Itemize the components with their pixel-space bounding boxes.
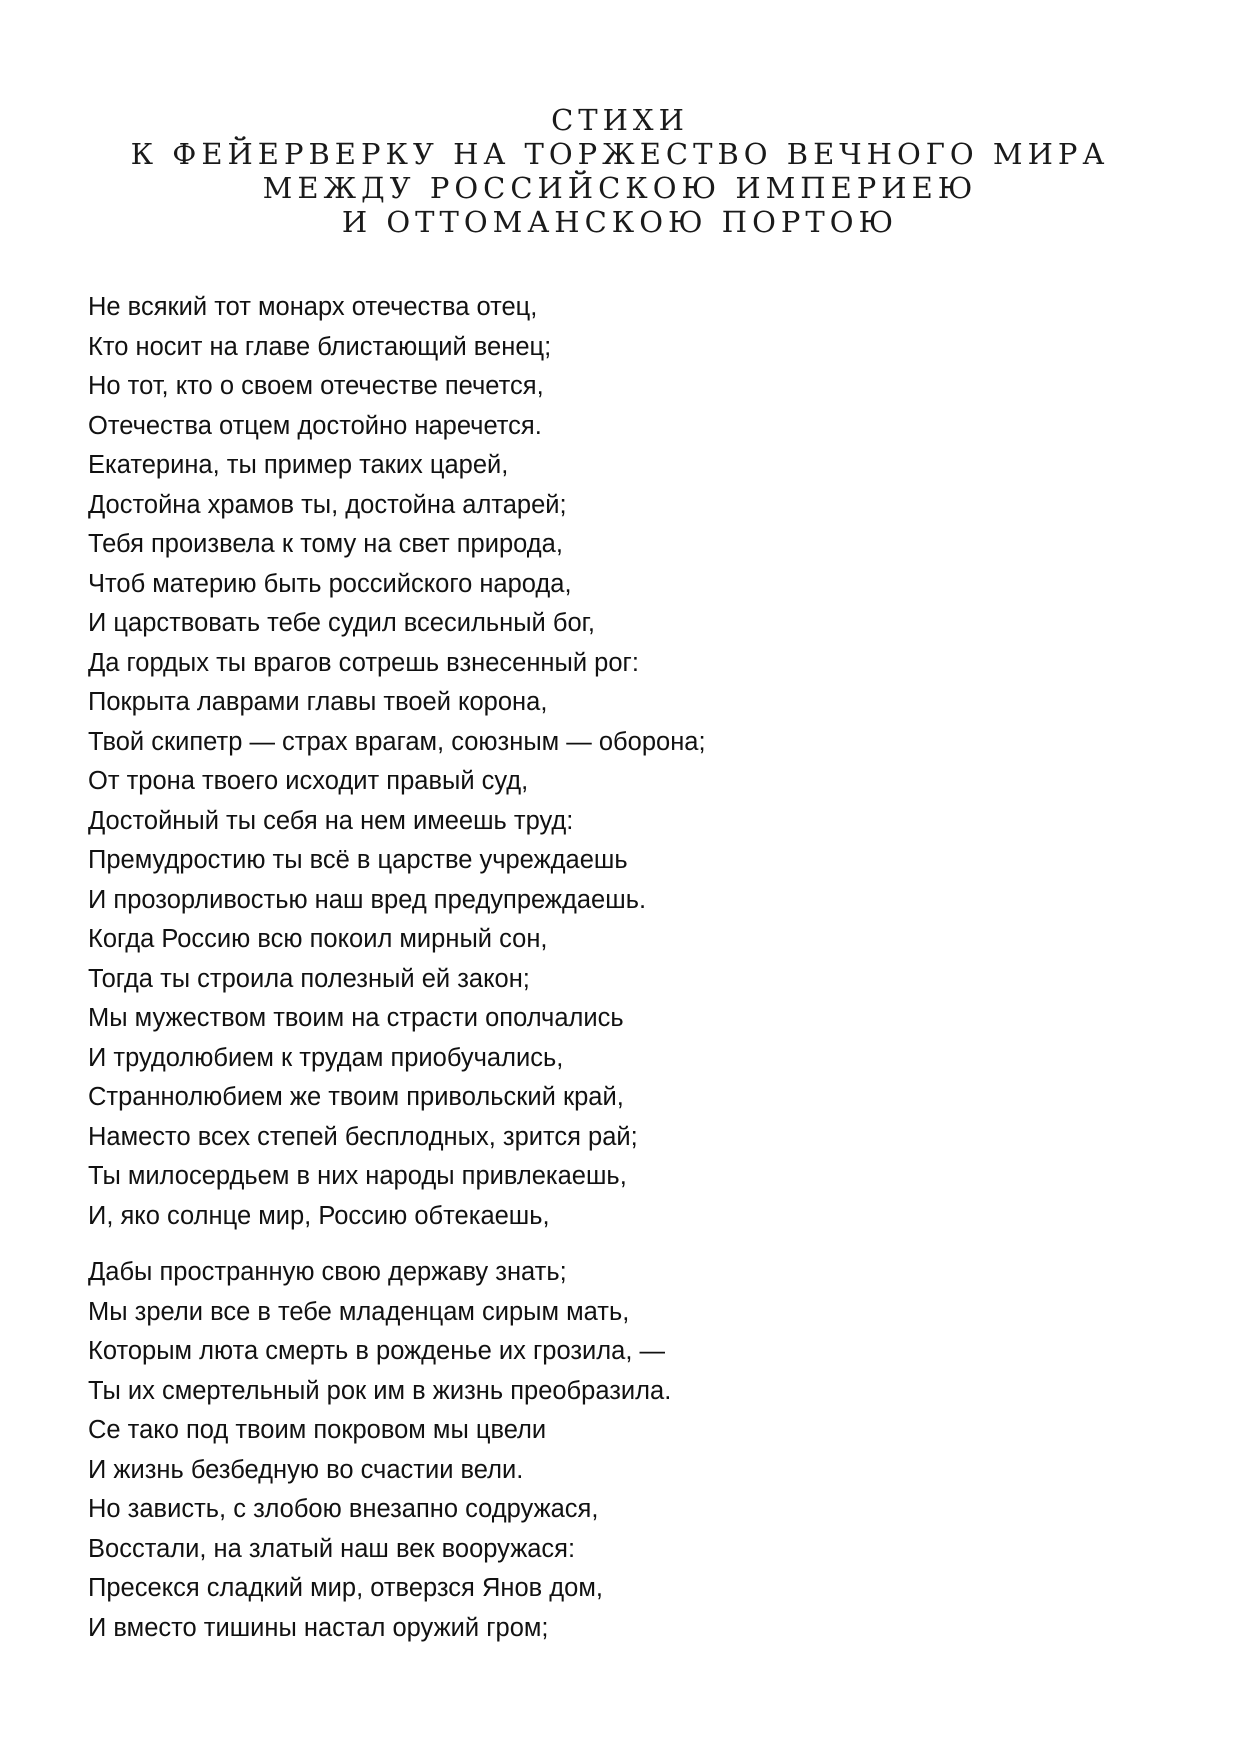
verse-line: Се тако под твоим покровом мы цвели <box>88 1416 547 1444</box>
verse-line: Не всякий тот монарх отечества отец, <box>88 293 538 321</box>
title-line: МЕЖДУ РОССИЙСКОЮ ИМПЕРИЕЮ <box>262 171 978 205</box>
verse-line: Ты милосердьем в них народы привлекаешь, <box>88 1162 627 1190</box>
verse-line: Восстали, на златый наш век вооружася: <box>88 1534 576 1563</box>
title-line: И ОТТОМАНСКОЮ ПОРТОЮ <box>341 205 899 239</box>
verse-line: Чтоб материю быть российского народа, <box>88 569 572 598</box>
verse-line: Которым люта смерть в рожденье их грозила, — <box>88 1337 665 1365</box>
verse-line: Мы зрели все в тебе младенцам сирым мать, <box>88 1297 630 1326</box>
verse-line: Наместо всех степей бесплодных, зрится рай; <box>88 1122 638 1151</box>
title-line: К ФЕЙЕРВЕРКУ НА ТОРЖЕСТВО ВЕЧНОГО МИРА <box>130 137 1110 171</box>
verse-line: И царствовать тебе судил всесильный бог, <box>88 609 595 637</box>
verse-line: Отечества отцем достойно наречется. <box>88 411 542 440</box>
stanza-2 <box>88 1253 1168 1648</box>
verse-line: Но тот, кто о своем отечестве печется, <box>88 372 544 400</box>
verse-line: Дабы пространную свою державу знать; <box>88 1258 567 1286</box>
title-line: СТИХИ <box>551 103 689 137</box>
verse-line: И, яко солнце мир, Россию обтекаешь, <box>88 1201 550 1230</box>
verse-line: От трона твоего исходит правый суд, <box>88 767 529 795</box>
verse-line: И вместо тишины настал оружий гром; <box>88 1613 549 1642</box>
verse-line: Премудростию ты всё в царстве учреждаешь <box>88 846 628 874</box>
verse-line: Пресекся сладкий мир, отверзся Янов дом, <box>88 1574 603 1602</box>
verse-line: Кто носит на главе блистающий венец; <box>88 332 552 361</box>
verse-line: Екатерина, ты пример таких царей, <box>88 451 509 479</box>
verse-line: Тогда ты строила полезный ей закон; <box>88 964 530 993</box>
verse-line: Да гордых ты врагов сотрешь взнесенный рог: <box>88 648 639 677</box>
stanza-1 <box>88 288 1168 1236</box>
verse-line: Тебя произвела к тому на свет природа, <box>88 530 563 558</box>
verse-line: И жизнь безбедную во счастии вели. <box>88 1455 524 1484</box>
verse-line: Твой скипетр — страх врагам, союзным — оборона; <box>88 727 706 756</box>
verse-line: Ты их смертельный рок им в жизнь преобразила. <box>88 1376 672 1405</box>
poem-body <box>88 288 1168 1648</box>
verse-line: И трудолюбием к трудам приобучались, <box>88 1043 564 1072</box>
poem-title <box>0 103 1240 239</box>
verse-line: Страннолюбием же твоим привольский край, <box>88 1083 624 1111</box>
verse-line: Достойный ты себя на нем имеешь труд: <box>88 806 574 835</box>
verse-line: Мы мужеством твоим на страсти ополчались <box>88 1004 624 1032</box>
verse-line: И прозорливостью наш вред предупреждаешь. <box>88 885 647 914</box>
verse-line: Достойна храмов ты, достойна алтарей; <box>88 490 567 519</box>
verse-line: Когда Россию всю покоил мирный сон, <box>88 925 548 953</box>
verse-line: Но зависть, с злобою внезапно содружася, <box>88 1495 599 1523</box>
verse-line: Покрыта лаврами главы твоей корона, <box>88 688 548 716</box>
